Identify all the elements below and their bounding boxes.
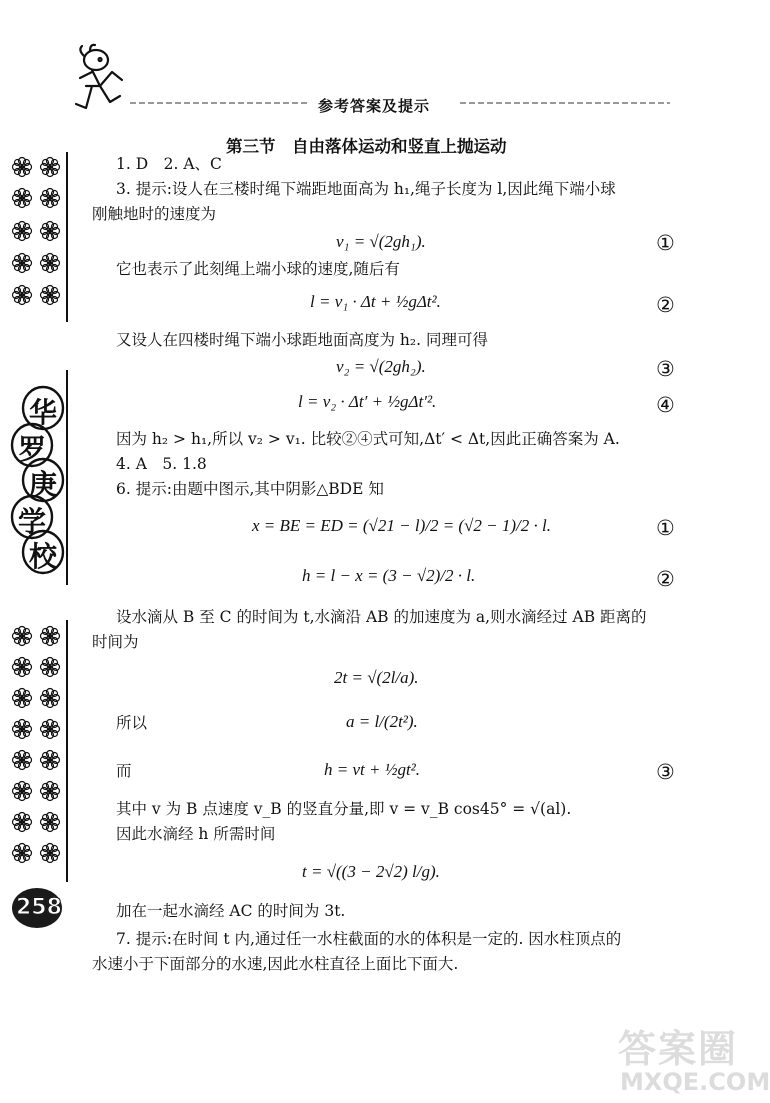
answer-6-line-5: 因此水滴经 h 所需时间 <box>116 825 276 843</box>
eq-number: ② <box>656 293 675 317</box>
eq-number: ① <box>656 516 675 540</box>
formula-l-1: l = v₁ · Δt + ½gΔt². <box>310 292 441 311</box>
eq-number: ③ <box>656 357 675 381</box>
school-char-4: 学 <box>18 505 47 538</box>
answer-6-line-4: 其中 v 为 B 点速度 v_B 的竖直分量,即 v = v_B cos45° = √(al). <box>116 800 572 818</box>
header-title: 参考答案及提示 <box>318 97 431 115</box>
sidebar-rule-top <box>66 152 68 322</box>
answer-3-line-4: 又设人在四楼时绳下端小球距地面高度为 h₂. 同理可得 <box>116 331 488 349</box>
answer-3-line-1: 3. 提示:设人在三楼时绳下端距地面高为 h₁,绳子长度为 l,因此绳下端小球 <box>116 180 616 198</box>
formula-a: a = l/(2t²). <box>346 712 418 731</box>
answer-3-conclusion: 因为 h₂ > h₁,所以 v₂ > v₁. 比较②④式可知,Δt′ < Δt,因此正确答案为 A. <box>116 430 620 448</box>
answer-3-line-2: 刚触地时的速度为 <box>92 205 217 223</box>
section-title: 第三节 自由落体运动和竖直上抛运动 <box>226 137 507 156</box>
school-char-5: 校 <box>29 540 58 573</box>
formula-l-2: l = v₂ · Δt′ + ½gΔt′². <box>298 392 437 411</box>
watermark-url: MXQE.COM <box>620 1068 770 1096</box>
answer-6-conclusion: 加在一起水滴经 AC 的时间为 3t. <box>116 902 346 920</box>
school-name-emblem <box>6 380 68 580</box>
sidebar-rule-mid <box>66 370 68 585</box>
school-char-1: 华 <box>29 396 58 429</box>
label-suoyi: 所以 <box>116 714 148 732</box>
eq-number: ② <box>656 567 675 591</box>
formula-h: h = l − x = (3 − √2)/2 · l. <box>302 566 476 585</box>
formula-h-2: h = vt + ½gt². <box>324 760 421 779</box>
flower-border-top <box>8 153 68 313</box>
school-char-3: 庚 <box>29 468 58 501</box>
sidebar-rule-bottom <box>66 620 68 882</box>
answer-4-5: 4. A 5. 1.8 <box>116 455 207 473</box>
eq-number: ① <box>656 231 675 255</box>
formula-x: x = BE = ED = (√21 − l)/2 = (√2 − 1)/2 · l. <box>252 516 552 535</box>
watermark-logo: 答案圈 <box>618 1027 739 1071</box>
formula-v2: v₂ = √(2gh₂). <box>336 357 426 376</box>
answer-7-line-2: 水速小于下面部分的水速,因此水柱直径上面比下面大. <box>92 955 459 973</box>
school-char-2: 罗 <box>18 433 47 466</box>
eq-number: ③ <box>656 760 675 784</box>
eq-number: ④ <box>656 393 675 417</box>
formula-2t: 2t = √(2l/a). <box>334 668 419 687</box>
answer-6-line-2: 设水滴从 B 至 C 的时间为 t,水滴沿 AB 的加速度为 a,则水滴经过 AB 距离的 <box>116 608 647 626</box>
flower-border-bottom <box>8 622 68 877</box>
answer-6-line-3: 时间为 <box>92 633 139 651</box>
answer-1-2: 1. D 2. A、C <box>116 155 222 173</box>
page-number: 258 <box>16 895 62 920</box>
answer-6-line-1: 6. 提示:由题中图示,其中阴影△BDE 知 <box>116 480 384 498</box>
formula-v1: v₁ = √(2gh₁). <box>336 232 426 251</box>
answer-3-line-3: 它也表示了此刻绳上端小球的速度,随后有 <box>116 260 400 278</box>
formula-t: t = √((3 − 2√2) l/g). <box>302 862 440 881</box>
label-er: 而 <box>116 762 132 780</box>
answer-7-line-1: 7. 提示:在时间 t 内,通过任一水柱截面的水的体积是一定的. 因水柱顶点的 <box>116 930 622 948</box>
